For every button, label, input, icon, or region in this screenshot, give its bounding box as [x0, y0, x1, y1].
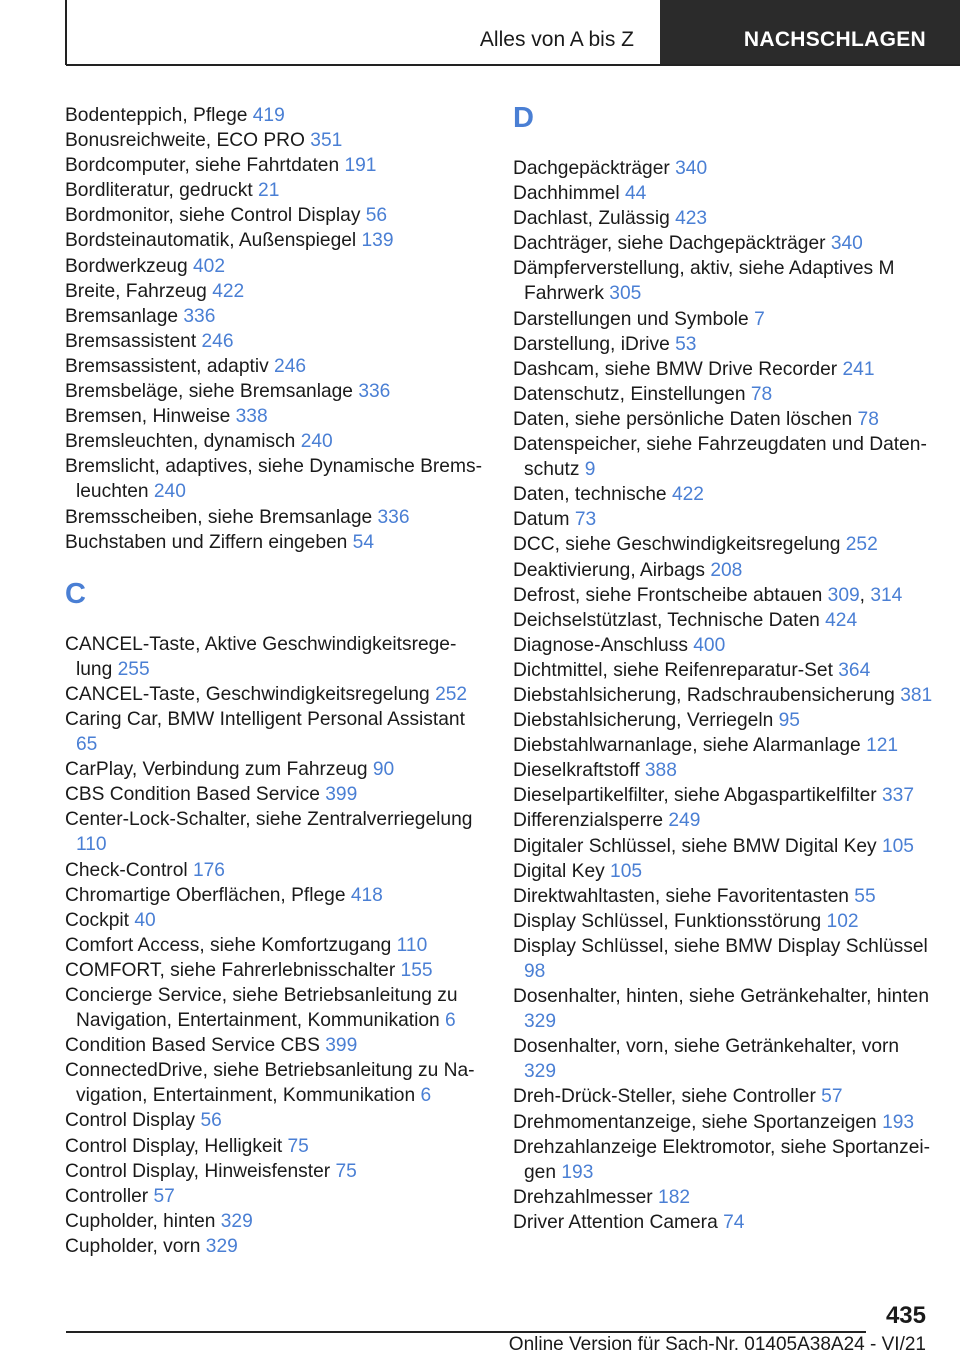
index-term: CBS Condition Based Service — [65, 784, 326, 806]
index-term: Daten, technische — [513, 484, 672, 506]
page-reference-link[interactable]: 139 — [361, 230, 394, 252]
index-entry — [513, 658, 933, 683]
page-reference-link[interactable]: 193 — [882, 1111, 915, 1133]
page-reference-link[interactable]: 400 — [693, 634, 726, 656]
index-entry — [65, 933, 485, 958]
index-term: Control Display — [65, 1110, 201, 1132]
page-reference-link[interactable]: 422 — [671, 484, 704, 506]
index-entry — [65, 632, 485, 682]
index-term: Daten, siehe persönliche Daten löschen — [513, 408, 858, 430]
index-entry — [65, 1184, 485, 1209]
page-reference-link[interactable]: 55 — [854, 885, 876, 907]
page-reference-link[interactable]: 419 — [252, 105, 285, 126]
index-term: Check-Control — [65, 859, 193, 881]
page-reference-link[interactable]: 53 — [675, 333, 697, 355]
index-term: Cupholder, vorn — [65, 1235, 206, 1257]
index-term: CarPlay, Verbindung zum Fahrzeug — [65, 759, 373, 781]
index-term: Bordliteratur, gedruckt — [65, 180, 259, 202]
page-reference-link[interactable]: 336 — [183, 305, 216, 327]
index-term: Diagnose-Anschluss — [513, 634, 694, 656]
index-entry — [65, 1234, 485, 1259]
index-entry — [513, 909, 933, 934]
page-reference-link[interactable]: 54 — [352, 531, 375, 553]
index-term: Display Schlüssel, Funktionsstörung — [513, 910, 827, 932]
index-term: Driver Attention Camera — [513, 1211, 724, 1233]
index-entry — [513, 156, 933, 181]
index-term: Dieselkraftstoff — [513, 760, 645, 782]
page-reference-link[interactable]: 21 — [258, 180, 280, 202]
header-rule — [66, 64, 960, 66]
index-term: Digital Key — [513, 860, 611, 882]
page-reference-link[interactable]: 105 — [881, 835, 914, 857]
page-reference-link[interactable]: 240 — [153, 481, 186, 503]
index-term: Bordmonitor, siehe Control Display — [65, 205, 366, 227]
index-entry — [513, 432, 933, 482]
page-reference-link[interactable]: 73 — [574, 509, 597, 531]
index-entry — [513, 834, 933, 859]
header-chapter-tab — [660, 0, 960, 64]
index-term: Cupholder, hinten — [65, 1210, 221, 1232]
index-term: Bremsleuchten, dynamisch — [65, 431, 301, 453]
page-reference-link[interactable]: 75 — [287, 1135, 309, 1157]
index-term: COMFORT, siehe Fahrerlebnisschalter — [65, 959, 401, 981]
index-entry — [513, 1210, 933, 1235]
index-term: ConnectedDrive, siehe Betriebsanleitung zu Navigation, Entertainment, Kommunikation — [65, 1060, 475, 1107]
index-entry — [513, 231, 933, 256]
page-reference-link[interactable]: 388 — [644, 760, 677, 782]
index-entry — [513, 206, 933, 231]
index-entry — [65, 1058, 485, 1108]
index-entry — [513, 783, 933, 808]
index-term: Bremsassistent, adaptiv — [65, 355, 275, 377]
index-term: Center-Lock-Schalter, siehe Zentralverriegelung — [65, 809, 473, 831]
index-entry — [513, 808, 933, 833]
page-reference-link[interactable]: 240 — [300, 431, 333, 453]
index-entry — [513, 758, 933, 783]
index-entry — [513, 1084, 933, 1109]
page-reference-link[interactable]: 56 — [365, 205, 388, 227]
page-reference-link[interactable]: 246 — [201, 330, 234, 352]
chapter-title: NACHSCHLAGEN — [743, 28, 926, 51]
index-term: Drehzahlmesser — [513, 1186, 659, 1208]
index-entry — [513, 683, 933, 708]
index-entry — [513, 1185, 933, 1210]
page-reference-link[interactable]: 6 — [445, 1010, 456, 1032]
page-reference-link[interactable]: 246 — [274, 355, 307, 377]
page-reference-link[interactable]: 309 — [827, 584, 860, 606]
index-term: Dosenhalter, vorn, siehe Getränkehalter, vorn — [513, 1036, 900, 1058]
page-reference-link[interactable]: 418 — [350, 884, 383, 906]
index-entry — [65, 128, 485, 153]
index-entry — [65, 530, 485, 555]
index-term: Deaktivierung, Airbags — [513, 559, 711, 581]
index-term: Condition Based Service CBS — [65, 1035, 326, 1057]
page-reference-link[interactable]: 364 — [838, 659, 871, 681]
index-term: Dashcam, siehe BMW Drive Recorder — [513, 358, 843, 380]
index-entry — [65, 404, 485, 429]
section-title: Alles von A bis Z — [479, 28, 634, 51]
page-reference-link[interactable]: 193 — [561, 1161, 594, 1183]
index-term: Bremsen, Hinweise — [65, 406, 236, 428]
page-reference-link[interactable]: 381 — [900, 684, 933, 706]
page-reference-link[interactable]: 95 — [778, 710, 800, 732]
page-reference-link[interactable]: 176 — [192, 859, 225, 881]
index-entry — [513, 507, 933, 532]
page-reference-link[interactable]: 110 — [76, 834, 107, 856]
page-reference-link[interactable]: 255 — [117, 658, 150, 680]
index-entry — [513, 482, 933, 507]
index-term: Drehmomentanzeige, siehe Sportanzeigen — [513, 1111, 883, 1133]
index-entry — [513, 1034, 933, 1084]
index-term: Breite, Fahrzeug — [65, 280, 213, 302]
page-reference-link[interactable]: 424 — [825, 609, 858, 631]
index-term: Cockpit — [65, 909, 135, 931]
page-reference-link[interactable]: 252 — [435, 683, 468, 705]
page-reference-link[interactable]: 336 — [377, 506, 410, 528]
index-term: Bordsteinautomatik, Außenspiegel — [65, 230, 362, 252]
index-entry — [513, 532, 933, 557]
index-term: Dachgepäckträger — [513, 158, 676, 179]
page-reference-link[interactable]: 340 — [675, 158, 708, 179]
page-reference-link[interactable]: 329 — [524, 1011, 557, 1033]
index-term: Direktwahltasten, siehe Favoritentasten — [513, 885, 855, 907]
page-reference-link[interactable]: 6 — [420, 1085, 432, 1107]
page-reference-link[interactable]: 191 — [344, 155, 377, 177]
page-reference-link[interactable]: 329 — [205, 1235, 238, 1257]
page-reference-link[interactable]: 65 — [76, 734, 98, 756]
index-term: Deichselstützlast, Technische Daten — [513, 609, 826, 631]
page-reference-link[interactable]: 329 — [220, 1210, 253, 1232]
index-entry — [65, 103, 485, 128]
page-reference-link[interactable]: 90 — [372, 759, 395, 781]
page-reference-link[interactable]: 241 — [842, 358, 875, 380]
page-reference-link[interactable]: 9 — [584, 459, 596, 481]
index-entry — [65, 883, 485, 908]
page-reference-link[interactable]: 102 — [826, 910, 859, 932]
index-entry — [65, 203, 485, 228]
page-reference-link[interactable]: 57 — [153, 1185, 175, 1207]
page-reference-link[interactable]: 56 — [200, 1110, 222, 1132]
index-entry — [513, 859, 933, 884]
index-entry — [65, 379, 485, 404]
index-entry — [513, 884, 933, 909]
index-entry — [513, 357, 933, 382]
index-entry — [513, 307, 933, 332]
index-term: CANCEL-Taste, Aktive Geschwindigkeitsregelung — [65, 633, 457, 680]
page-reference-link[interactable]: 78 — [857, 408, 879, 430]
index-entry — [65, 958, 485, 983]
index-column-right — [513, 103, 933, 1235]
index-entry — [513, 382, 933, 407]
index-entry — [65, 354, 485, 379]
index-entry — [65, 682, 485, 707]
index-term: DCC, siehe Geschwindigkeitsregelung — [513, 534, 846, 556]
index-term: Bordwerkzeug — [65, 255, 193, 277]
index-term: Darstellung, iDrive — [513, 333, 676, 355]
page-reference-link[interactable]: 44 — [624, 183, 647, 205]
index-term: Bremsscheiben, siehe Bremsanlage — [65, 506, 378, 528]
page-reference-link[interactable]: 399 — [325, 1035, 358, 1057]
index-entry — [65, 279, 485, 304]
index-entry — [513, 256, 933, 306]
index-letter-heading: C — [65, 577, 86, 610]
page-reference-link[interactable]: 98 — [524, 961, 546, 982]
page-reference-link[interactable]: 351 — [310, 130, 343, 152]
page-reference-link[interactable]: 121 — [866, 735, 899, 757]
index-entry — [513, 1135, 933, 1185]
index-term: Datenschutz, Einstellungen — [513, 383, 751, 405]
index-entry — [513, 558, 933, 583]
page-reference-link[interactable]: 105 — [610, 860, 643, 882]
page-reference-link[interactable]: 336 — [358, 381, 391, 403]
index-term: CANCEL-Taste, Geschwindigkeitsregelung — [65, 683, 436, 705]
page-reference-link[interactable]: 422 — [212, 280, 245, 302]
header-section-tab — [66, 0, 648, 64]
index-entry — [65, 304, 485, 329]
page-reference-link[interactable]: 208 — [710, 559, 743, 581]
index-term: Bremsanlage — [65, 305, 184, 327]
online-version-note: Online Version für Sach-Nr. 01405A38A24 - VI/21 — [508, 1334, 926, 1355]
index-entry — [513, 708, 933, 733]
index-entry — [513, 332, 933, 357]
index-entry — [65, 757, 485, 782]
index-term: Caring Car, BMW Intelligent Personal Assistant — [65, 708, 465, 730]
index-term: Control Display, Hinweisfenster — [65, 1160, 336, 1182]
index-term: Display Schlüssel, siehe BMW Display Schlüssel — [513, 935, 928, 957]
index-entry: Defrost, siehe Frontscheibe abtauen 309, 314 — [513, 584, 903, 606]
index-term: Datum — [513, 509, 575, 531]
index-term: Concierge Service, siehe Betriebsanleitung zu Navigation, Entertainment, Kommunikation — [65, 985, 458, 1032]
index-term: Differenzialsperre — [513, 810, 669, 832]
page-reference-link[interactable]: 402 — [192, 255, 225, 277]
index-term: Diebstahlwarnanlage, siehe Alarmanlage — [513, 735, 867, 757]
page-reference-link[interactable]: 252 — [845, 534, 878, 556]
index-term: Dachhimmel — [513, 183, 625, 205]
page-reference-link[interactable]: 182 — [658, 1186, 691, 1208]
page-reference-link[interactable]: 155 — [400, 959, 433, 981]
index-term: Dichtmittel, siehe Reifenreparatur-Set — [513, 659, 839, 681]
index-entry — [65, 329, 485, 354]
index-letter-heading: D — [513, 102, 534, 134]
page-reference-link[interactable]: 110 — [396, 934, 428, 956]
index-term: Comfort Access, siehe Komfortzugang — [65, 934, 397, 956]
index-term: Drehzahlanzeige Elektromotor, siehe Sportanzeigen — [513, 1136, 931, 1183]
index-entry — [65, 505, 485, 530]
index-term: Dachträger, siehe Dachgepäckträger — [513, 233, 831, 255]
index-column-left — [65, 103, 485, 1259]
index-term: Diebstahlsicherung, Radschraubensicherung — [513, 684, 901, 706]
index-entry — [65, 908, 485, 933]
index-term: Bordcomputer, siehe Fahrtdaten — [65, 155, 345, 177]
index-entry — [65, 228, 485, 253]
index-term: Bremsassistent — [65, 330, 202, 352]
page-reference-link[interactable]: 78 — [750, 383, 773, 405]
index-entry — [65, 807, 485, 857]
index-term: Bremslicht, adaptives, siehe Dynamische Bremsleuchten — [65, 456, 482, 503]
index-entry — [65, 1159, 485, 1184]
page-reference-link[interactable]: 399 — [325, 784, 358, 806]
index-entry — [65, 429, 485, 454]
page-reference-link[interactable]: 340 — [830, 233, 863, 255]
index-term: Controller — [65, 1185, 154, 1207]
index-entry — [513, 984, 933, 1034]
index-term: Dämpferverstellung, aktiv, siehe Adaptives M Fahrwerk — [513, 258, 895, 305]
index-entry — [65, 858, 485, 883]
page-reference-link[interactable]: 57 — [821, 1086, 843, 1108]
page-reference-link[interactable]: 423 — [675, 208, 708, 230]
index-entry — [65, 782, 485, 807]
index-entry — [65, 1134, 485, 1159]
page-reference-link[interactable]: 329 — [524, 1061, 557, 1083]
page-reference-link[interactable]: 74 — [723, 1211, 745, 1233]
index-entry — [65, 178, 485, 203]
index-entry — [513, 633, 933, 658]
index-term: Dreh-Drück-Steller, siehe Controller — [513, 1086, 822, 1108]
page-reference-link[interactable]: 314 — [870, 584, 903, 606]
index-entry — [513, 1110, 933, 1135]
index-entry — [513, 608, 933, 633]
index-term: Datenspeicher, siehe Fahrzeugdaten und Datenschutz — [513, 434, 927, 481]
page-reference-link[interactable]: 75 — [335, 1160, 357, 1182]
index-term: Diebstahlsicherung, Verriegeln — [513, 710, 779, 732]
index-entry — [513, 407, 933, 432]
page-reference-link[interactable]: 337 — [882, 785, 915, 807]
index-entry — [65, 707, 485, 757]
index-term: Buchstaben und Ziffern eingeben — [65, 531, 353, 553]
index-term: Bonusreichweite, ECO PRO — [65, 130, 311, 152]
page-reference-link[interactable]: 249 — [668, 810, 701, 832]
index-entry — [65, 1033, 485, 1058]
index-term: Defrost, siehe Frontscheibe abtauen — [513, 584, 828, 606]
index-term: Dachlast, Zulässig — [513, 208, 676, 230]
index-entry — [65, 454, 485, 504]
page-reference-link[interactable]: 338 — [235, 406, 268, 428]
index-term: Darstellungen und Symbole — [513, 308, 755, 330]
index-entry — [513, 733, 933, 758]
footer-rule — [66, 1331, 866, 1333]
index-entry — [513, 934, 933, 984]
page-reference-link[interactable]: 7 — [754, 308, 765, 330]
index-entry — [65, 153, 485, 178]
page-number: 435 — [885, 1302, 926, 1329]
page-reference-link[interactable]: 305 — [609, 283, 642, 305]
index-term: Chromartige Oberflächen, Pflege — [65, 884, 351, 906]
index-term: Bremsbeläge, siehe Bremsanlage — [65, 381, 359, 403]
index-entry — [65, 1108, 485, 1133]
page-reference-link[interactable]: 40 — [134, 909, 156, 931]
index-term: Bodenteppich, Pflege — [65, 105, 253, 126]
index-entry — [513, 181, 933, 206]
index-term: Dieselpartikelfilter, siehe Abgaspartikelfilter — [513, 785, 883, 807]
index-entry — [65, 1209, 485, 1234]
index-term: Dosenhalter, hinten, siehe Getränkehalter, hinten — [513, 986, 930, 1008]
index-entry — [65, 983, 485, 1033]
index-term: Control Display, Helligkeit — [65, 1135, 288, 1157]
index-term: Digitaler Schlüssel, siehe BMW Digital Key — [513, 835, 882, 857]
index-entry — [65, 254, 485, 279]
